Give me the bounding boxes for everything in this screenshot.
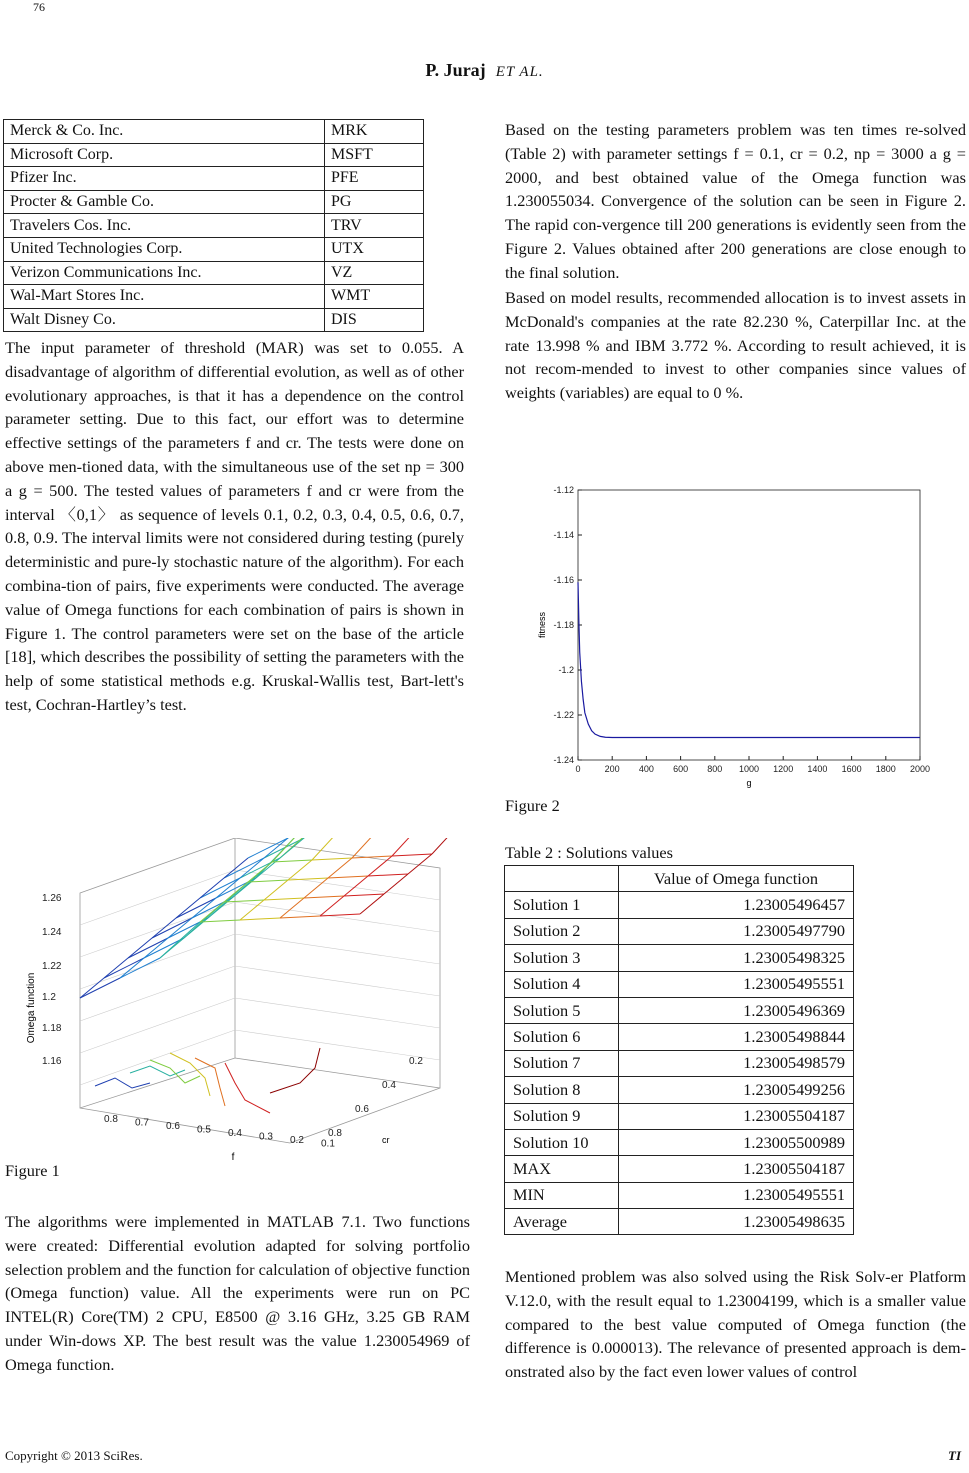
surface-mesh-line — [264, 898, 304, 900]
x-tick-label: 800 — [707, 764, 723, 774]
figure-2-ylabel: fitness — [537, 611, 547, 639]
solution-label-cell: Solution 3 — [505, 945, 619, 971]
ticker-cell: WMT — [325, 285, 424, 309]
figure-1-xlabel: f — [231, 1152, 235, 1163]
y-tick-label: -1.16 — [553, 575, 574, 585]
x-tick-label: 0 — [575, 764, 581, 774]
ticker-cell: MRK — [325, 120, 424, 144]
z-tick-label: 1.18 — [42, 1023, 62, 1034]
surface-mesh-line — [320, 914, 360, 916]
ticker-cell: TRV — [325, 214, 424, 238]
omega-value-cell: 1.23005498635 — [619, 1209, 854, 1235]
solution-label-cell: Solution 7 — [505, 1050, 619, 1076]
grid-line — [235, 902, 440, 932]
solution-label-cell: Average — [505, 1209, 619, 1235]
omega-value-cell: 1.23005504187 — [619, 1103, 854, 1129]
ticker-cell: DIS — [325, 308, 424, 332]
grid-line — [80, 902, 235, 957]
company-name-cell: United Technologies Corp. — [4, 237, 325, 261]
floor-contour-line — [270, 1048, 320, 1093]
cr-tick-label: 0.8 — [328, 1128, 342, 1139]
surface-mesh-line — [304, 878, 328, 898]
x-tick-label: 400 — [638, 764, 654, 774]
left-paragraph-1: The input parameter of threshold (MAR) was set to 0.055. A disadvantage of algorithm of differential evolution, as well as of other evolutionary approaches, is that it has a dependence on the control parameter setting. Due to this fact, our effort was to determine effective settings of the parameters f and cr. The tests were done on above men-tioned data, with the simultaneous use of the set np = 300 a g = 500. The tested values of parameters f and cr were from the interval 〈0,1〉 as sequence of levels 0.1, 0.2, 0.3, 0.4, 0.5, 0.6, 0.7, 0.8, 0.9. The interval limits were not considered during testing (purely deterministic and pure-ly stochastic nature of the algorithm). For each combina-tion of pairs, five experiments were conducted. The average value of Omega functions for each combination of pairs is shown in Figure 1. The control parameters were set on the base of the article [18], which describes the possibility of setting the parameters with the help of some statistical methods e.g. Kruskal-Wallis test, Bart-lett's test, Cochran-Hartley’s test. — [5, 338, 464, 714]
solution-label-cell: Solution 6 — [505, 1024, 619, 1050]
f-tick-label: 0.2 — [290, 1135, 304, 1146]
grid-line — [80, 934, 235, 989]
companies-table — [3, 119, 424, 332]
table-row — [505, 918, 854, 944]
cr-tick-label: 0.4 — [382, 1080, 396, 1091]
table-header-cell: Value of Omega function — [619, 866, 854, 892]
surface-mesh-line — [288, 860, 312, 880]
surface-mesh-line — [392, 838, 416, 856]
table-row — [505, 1129, 854, 1155]
table-row — [505, 892, 854, 918]
omega-value-cell: 1.23005496457 — [619, 892, 854, 918]
y-tick-label: -1.18 — [553, 620, 574, 630]
surface-mesh-line — [344, 894, 384, 896]
solution-label-cell: Solution 8 — [505, 1077, 619, 1103]
solution-label-cell: MAX — [505, 1156, 619, 1182]
table-2-title: Table 2 : Solutions values — [505, 843, 673, 862]
x-tick-label: 1600 — [841, 764, 862, 774]
x-tick-label: 1800 — [875, 764, 896, 774]
omega-value-cell: 1.23005499256 — [619, 1077, 854, 1103]
ticker-cell: UTX — [325, 237, 424, 261]
surface-mesh-line — [320, 896, 344, 916]
omega-value-cell: 1.23005496369 — [619, 997, 854, 1023]
x-tick-label: 1400 — [807, 764, 828, 774]
surface-mesh-line — [280, 916, 320, 918]
figure-2-caption: Figure 2 — [505, 796, 560, 815]
left-paragraph-2: The algorithms were implemented in MATLAB 7.1. Two functions were created: Differential evolution adapted for solving portfolio selection problem and the function for calculation of objective function (Omega function) value. All the experiments were run on PC INTEL(R) Core(TM) 2 CPU, E8500 @ 3.16 GHz, 3.25 GB RAM under Win-dows XP. The best result was the value 1.230054969 of Omega function. — [5, 1212, 470, 1374]
ticker-cell: VZ — [325, 261, 424, 285]
omega-value-cell: 1.23005498325 — [619, 945, 854, 971]
running-header — [0, 60, 969, 81]
surface-mesh-line — [360, 894, 384, 914]
solution-label-cell: Solution 2 — [505, 918, 619, 944]
grid-line — [235, 870, 440, 900]
company-name-cell: Procter & Gamble Co. — [4, 190, 325, 214]
table-row — [4, 261, 424, 285]
y-tick-label: -1.24 — [553, 755, 574, 765]
figure-1-ylabel: cr — [382, 1135, 390, 1145]
table-row — [4, 120, 424, 144]
table-row — [4, 143, 424, 167]
surface-mesh-line — [240, 918, 280, 920]
z-tick-label: 1.16 — [42, 1056, 62, 1067]
z-tick-label: 1.2 — [42, 992, 56, 1003]
table-row — [505, 1156, 854, 1182]
ticker-cell: PG — [325, 190, 424, 214]
grid-line — [80, 966, 235, 1021]
footer-copyright: Copyright © 2013 SciRes. — [5, 1448, 143, 1463]
table-row — [4, 190, 424, 214]
omega-value-cell: 1.23005495551 — [619, 1182, 854, 1208]
right-paragraph-3: Mentioned problem was also solved using the Risk Solv-er Platform V.12.0, with the result equal to 1.23004199, which is a smaller value compared to the best value computed of Omega function (the difference is 0.000013). The relevance of presented approach is dem-onstrated also by the fact even lower values of control — [505, 1267, 966, 1382]
ticker-cell: PFE — [325, 167, 424, 191]
footer-journal: TI — [948, 1448, 961, 1463]
solution-label-cell: Solution 9 — [505, 1103, 619, 1129]
company-name-cell: Verizon Communications Inc. — [4, 261, 325, 285]
header-author: P. Juraj — [425, 60, 486, 80]
y-tick-label: -1.2 — [558, 665, 574, 675]
floor-contour-line — [195, 1058, 225, 1106]
surface-mesh-line — [328, 876, 368, 878]
omega-value-cell: 1.23005500989 — [619, 1129, 854, 1155]
cr-tick-label: 0.6 — [355, 1104, 369, 1115]
grid-line — [80, 870, 235, 925]
figure-2-convergence-chart — [520, 480, 940, 790]
surface-mesh-line — [280, 898, 304, 918]
surface-mesh-line — [304, 896, 344, 898]
f-tick-label: 0.4 — [228, 1128, 242, 1139]
figure-1-surface-plot — [20, 838, 460, 1168]
surface-mesh-line — [264, 880, 288, 900]
floor-contour-line — [95, 1078, 150, 1088]
solutions-table — [504, 865, 854, 1235]
z-tick-label: 1.24 — [42, 927, 62, 938]
table-row — [4, 167, 424, 191]
f-tick-label: 0.6 — [166, 1121, 180, 1132]
table-row — [505, 1182, 854, 1208]
z-tick-label: 1.26 — [42, 893, 62, 904]
omega-value-cell: 1.23005498579 — [619, 1050, 854, 1076]
figure-2-xlabel: g — [746, 778, 752, 788]
table-row — [4, 308, 424, 332]
grid-line — [235, 998, 440, 1028]
surface-mesh-line — [344, 876, 368, 896]
solution-label-cell: MIN — [505, 1182, 619, 1208]
floor-contour-line — [225, 1063, 270, 1113]
surface-mesh-line — [288, 878, 328, 880]
table-header-row — [505, 866, 854, 892]
x-tick-label: 200 — [604, 764, 620, 774]
table-header-empty — [505, 866, 619, 892]
company-name-cell: Pfizer Inc. — [4, 167, 325, 191]
grid-line — [80, 1030, 235, 1085]
table-row — [4, 237, 424, 261]
surface-mesh-line — [368, 874, 408, 876]
table-row — [505, 1024, 854, 1050]
solution-label-cell: Solution 1 — [505, 892, 619, 918]
right-paragraph-2: Based on model results, recommended allocation is to invest assets in McDonald's companies at the rate 82.230 %, Caterpillar Inc. at the rate 13.998 % and IBM 3.772 %. According to result achieved, it is not recom-mended to invest to other companies since values of weights (variables) are equal to 0 %. — [505, 288, 966, 403]
f-tick-label: 0.3 — [259, 1131, 273, 1143]
grid-line — [235, 966, 440, 996]
table-row — [505, 1077, 854, 1103]
plot-area — [578, 490, 920, 760]
company-name-cell: Merck & Co. Inc. — [4, 120, 325, 144]
y-tick-label: -1.22 — [553, 710, 574, 720]
company-name-cell: Wal-Mart Stores Inc. — [4, 285, 325, 309]
header-etal: ET AL. — [495, 64, 544, 80]
surface-mesh-line — [328, 858, 352, 878]
surface-mesh-line — [312, 858, 352, 860]
figure-1-zlabel: Omega function — [26, 972, 37, 1044]
surface-mesh-line — [392, 854, 432, 856]
y-tick-label: -1.12 — [553, 485, 574, 495]
right-paragraph-1: Based on the testing parameters problem was ten times re-solved (Table 2) with parameter settings f = 0.1, cr = 0.2, np = 3000 a g = 2000, and best obtained value of the Omega function was 1.230055034. Convergence of the solution can be seen in Figure 2. The rapid con-vergence till 200 generations is evidently seen from the Figure 2. Values obtained after 200 generations are close enough to the final solution. — [505, 120, 966, 282]
company-name-cell: Travelers Cos. Inc. — [4, 214, 325, 238]
grid-line — [80, 998, 235, 1053]
y-tick-label: -1.14 — [553, 530, 574, 540]
solution-label-cell: Solution 4 — [505, 971, 619, 997]
company-name-cell: Walt Disney Co. — [4, 308, 325, 332]
page-number: 76 — [33, 0, 45, 14]
cr-tick-label: 0.2 — [409, 1056, 423, 1067]
omega-value-cell: 1.23005504187 — [619, 1156, 854, 1182]
x-tick-label: 1000 — [738, 764, 760, 774]
ticker-cell: MSFT — [325, 143, 424, 167]
table-row — [505, 1050, 854, 1076]
surface-mesh-line — [384, 874, 408, 894]
solution-label-cell: Solution 10 — [505, 1129, 619, 1155]
surface-mesh-line — [432, 838, 456, 854]
table-row — [505, 971, 854, 997]
omega-value-cell: 1.23005495551 — [619, 971, 854, 997]
x-tick-label: 2000 — [909, 764, 931, 774]
omega-value-cell: 1.23005498844 — [619, 1024, 854, 1050]
solution-label-cell: Solution 5 — [505, 997, 619, 1023]
f-tick-label: 0.8 — [104, 1114, 118, 1125]
surface-mesh-line — [352, 838, 376, 858]
surface-mesh-line — [312, 838, 336, 860]
figure-1-caption: Figure 1 — [5, 1161, 60, 1180]
f-tick-label: 0.5 — [197, 1124, 211, 1136]
x-tick-label: 1200 — [773, 764, 794, 774]
z-tick-label: 1.22 — [42, 961, 62, 972]
table-row — [505, 997, 854, 1023]
company-name-cell: Microsoft Corp. — [4, 143, 325, 167]
f-tick-label: 0.7 — [135, 1117, 149, 1129]
grid-line — [235, 934, 440, 964]
table-row — [4, 285, 424, 309]
table-row — [4, 214, 424, 238]
table-row — [505, 1103, 854, 1129]
x-tick-label: 600 — [673, 764, 689, 774]
table-row — [505, 945, 854, 971]
omega-value-cell: 1.23005497790 — [619, 918, 854, 944]
f-tick-label: 0.1 — [321, 1138, 335, 1150]
table-row — [505, 1209, 854, 1235]
